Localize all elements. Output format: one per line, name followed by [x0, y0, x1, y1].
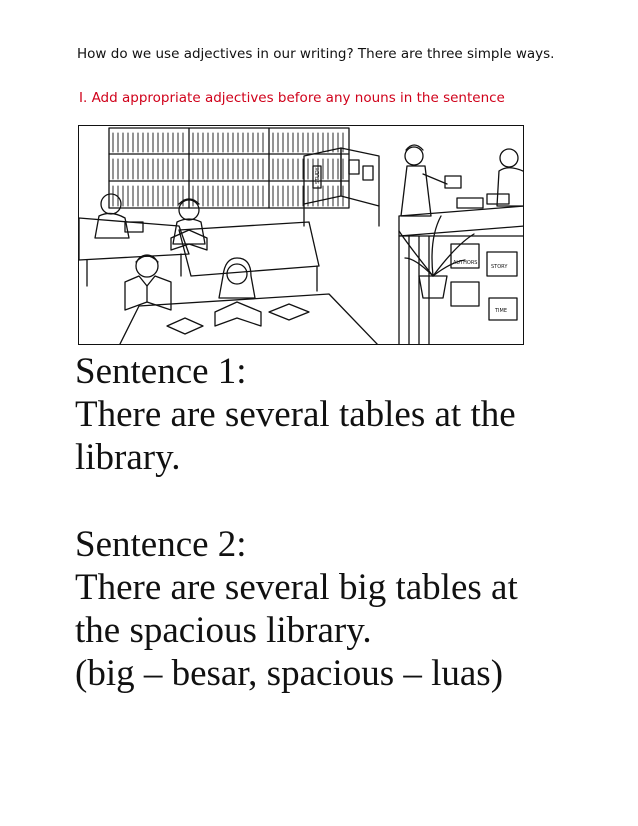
- sentence-two-heading: Sentence 2:: [75, 524, 247, 565]
- sign-label-authors: AUTHORS: [453, 260, 478, 266]
- student-one: [95, 194, 143, 238]
- intro-text: How do we use adjectives in our writing? There are three simple ways.: [77, 46, 555, 62]
- student-four: [215, 258, 261, 326]
- reading-table-front: [119, 294, 379, 345]
- sentence-two-line-2: the spacious library.: [75, 610, 372, 651]
- student-right: [497, 149, 524, 206]
- reading-table-left: [79, 218, 189, 286]
- library-scene: [79, 126, 524, 345]
- step-one-heading: I. Add appropriate adjectives before any nouns in the sentence: [79, 90, 505, 106]
- board-spine-label: STUDY: [315, 167, 321, 184]
- sentence-two-line-1: There are several big tables at: [75, 567, 518, 608]
- student-three: [125, 255, 171, 310]
- potted-plant: [399, 216, 474, 298]
- notice-signs: [451, 244, 517, 320]
- sentence-two: [75, 523, 518, 695]
- sentence-one-line-1: There are several tables at the: [75, 394, 516, 435]
- library-illustration: [78, 125, 524, 345]
- sentence-one-line-2: library.: [75, 437, 181, 478]
- sign-label-story: STORY: [491, 264, 508, 270]
- sign-label-time: TIME: [495, 308, 508, 314]
- sentence-two-line-3: (big – besar, spacious – luas): [75, 653, 504, 694]
- sentence-one: [75, 350, 516, 479]
- sentence-one-heading: Sentence 1:: [75, 351, 247, 392]
- reading-table-back: [179, 222, 319, 291]
- librarian-figure: [401, 145, 461, 216]
- book-spines: [113, 133, 343, 206]
- display-board: [304, 148, 379, 226]
